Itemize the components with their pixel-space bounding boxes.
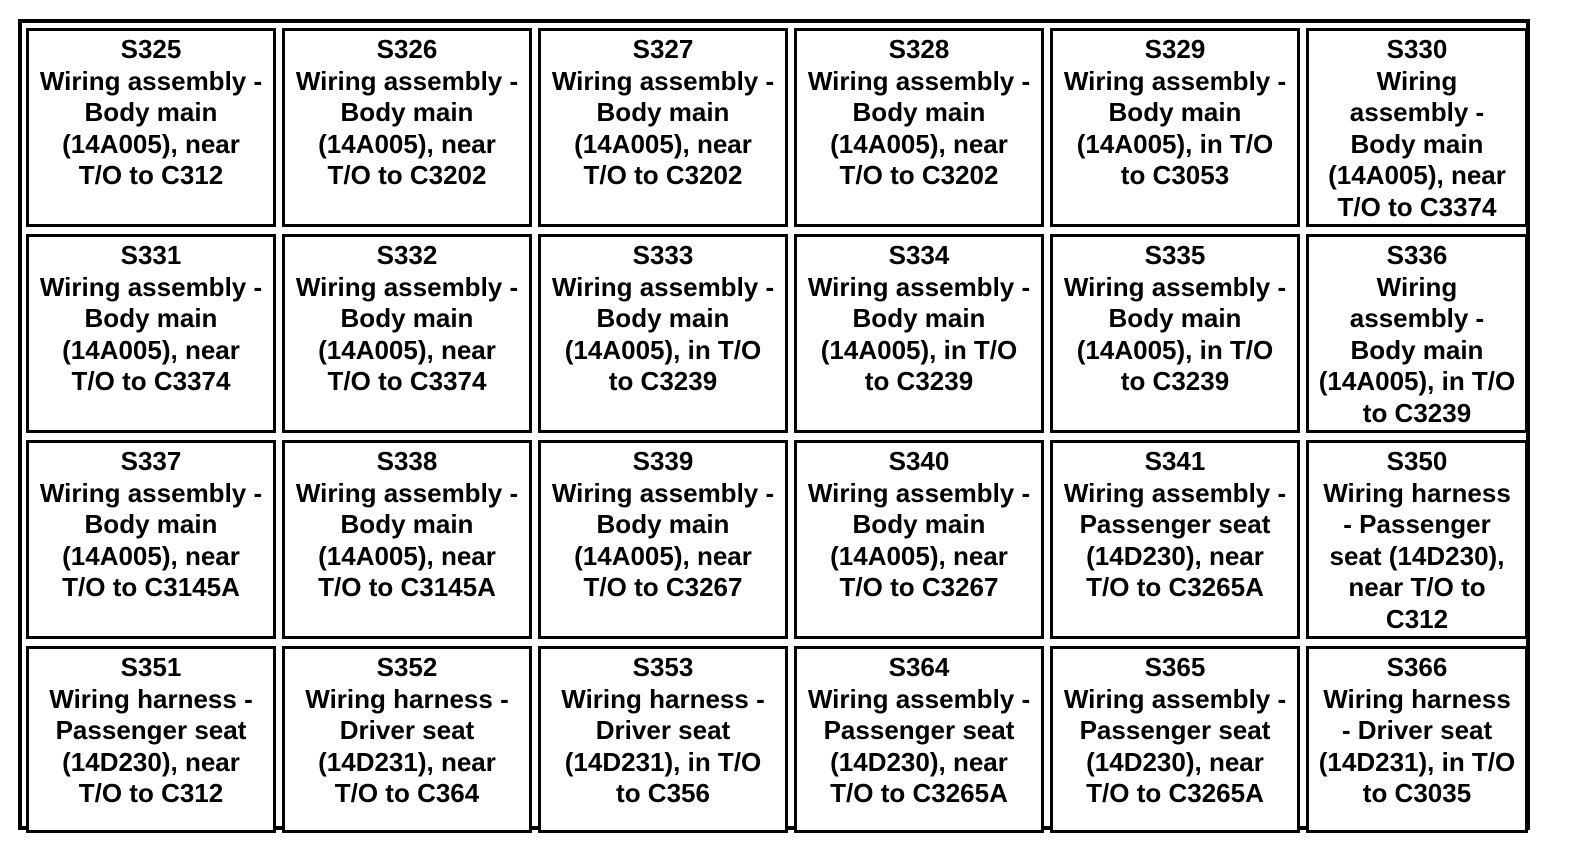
- splice-description: Wiring assembly - Body main (14A005), near T/O to C3374: [295, 271, 519, 397]
- splice-cell-s334: [794, 234, 1044, 433]
- splice-code: S327: [632, 34, 694, 64]
- splice-code: S352: [376, 652, 438, 682]
- splice-cell-s335: [1050, 234, 1300, 433]
- splice-cell-s337: [26, 440, 276, 639]
- splice-cell-s338: [282, 440, 532, 639]
- splice-code: S350: [1386, 446, 1448, 476]
- splice-code: S332: [376, 240, 438, 270]
- splice-code: S366: [1386, 652, 1448, 682]
- splice-description: Wiring assembly - Body main (14A005), in T/O to C3239: [1318, 271, 1516, 428]
- splice-cell-s332: [282, 234, 532, 433]
- splice-description: Wiring assembly - Body main (14A005), near T/O to C3267: [551, 477, 775, 603]
- splice-cell-s329: [1050, 28, 1300, 227]
- splice-code: S365: [1144, 652, 1206, 682]
- splice-code: S330: [1386, 34, 1448, 64]
- splice-cell-s350: [1306, 440, 1528, 639]
- splice-code: S340: [888, 446, 950, 476]
- splice-cell-s365: [1050, 646, 1300, 833]
- splice-cell-s340: [794, 440, 1044, 639]
- splice-cell-s339: [538, 440, 788, 639]
- splice-cell-s327: [538, 28, 788, 227]
- splice-cell-s333: [538, 234, 788, 433]
- splice-description: Wiring assembly - Body main (14A005), in T/O to C3239: [551, 271, 775, 397]
- splice-description: Wiring assembly - Passenger seat (14D230), near T/O to C3265A: [1063, 477, 1287, 603]
- splice-cell-s328: [794, 28, 1044, 227]
- splice-code: S337: [120, 446, 182, 476]
- splice-code: S325: [120, 34, 182, 64]
- splice-description: Wiring assembly - Body main (14A005), near T/O to C3374: [1328, 65, 1506, 222]
- splice-code: S326: [376, 34, 438, 64]
- splice-code: S333: [632, 240, 694, 270]
- splice-cell-s351: [26, 646, 276, 833]
- splice-description: Wiring assembly - Body main (14A005), near T/O to C3374: [39, 271, 263, 397]
- splice-cell-s325: [26, 28, 276, 227]
- splice-grid: [26, 28, 1522, 821]
- splice-description: Wiring assembly - Body main (14A005), near T/O to C3202: [807, 65, 1031, 191]
- splice-description: Wiring assembly - Body main (14A005), near T/O to C312: [39, 65, 263, 191]
- splice-table: [18, 19, 1530, 830]
- splice-code: S334: [888, 240, 950, 270]
- splice-description: Wiring assembly - Passenger seat (14D230), near T/O to C3265A: [1063, 683, 1287, 809]
- splice-code: S338: [376, 446, 438, 476]
- splice-description: Wiring harness - Driver seat (14D231), near T/O to C364: [305, 683, 509, 809]
- splice-description: Wiring assembly - Body main (14A005), in T/O to C3053: [1063, 65, 1287, 191]
- splice-cell-s353: [538, 646, 788, 833]
- splice-cell-s364: [794, 646, 1044, 833]
- splice-cell-s336: [1306, 234, 1528, 433]
- splice-description: Wiring assembly - Passenger seat (14D230), near T/O to C3265A: [807, 683, 1031, 809]
- splice-description: Wiring assembly - Body main (14A005), near T/O to C3202: [551, 65, 775, 191]
- splice-description: Wiring assembly - Body main (14A005), near T/O to C3202: [295, 65, 519, 191]
- splice-cell-s330: [1306, 28, 1528, 227]
- splice-code: S329: [1144, 34, 1206, 64]
- splice-code: S339: [632, 446, 694, 476]
- splice-description: Wiring assembly - Body main (14A005), in T/O to C3239: [807, 271, 1031, 397]
- splice-description: Wiring harness - Driver seat (14D231), in T/O to C356: [561, 683, 765, 809]
- splice-code: S353: [632, 652, 694, 682]
- splice-description: Wiring harness - Driver seat (14D231), in T/O to C3035: [1318, 683, 1516, 809]
- splice-description: Wiring assembly - Body main (14A005), in T/O to C3239: [1063, 271, 1287, 397]
- splice-cell-s326: [282, 28, 532, 227]
- splice-description: Wiring harness - Passenger seat (14D230), near T/O to C312: [1323, 477, 1511, 634]
- splice-description: Wiring assembly - Body main (14A005), near T/O to C3145A: [39, 477, 263, 603]
- splice-code: S364: [888, 652, 950, 682]
- splice-code: S328: [888, 34, 950, 64]
- splice-cell-s341: [1050, 440, 1300, 639]
- splice-cell-s331: [26, 234, 276, 433]
- splice-cell-s366: [1306, 646, 1528, 833]
- splice-code: S336: [1386, 240, 1448, 270]
- splice-code: S341: [1144, 446, 1206, 476]
- splice-code: S331: [120, 240, 182, 270]
- splice-description: Wiring assembly - Body main (14A005), near T/O to C3267: [807, 477, 1031, 603]
- splice-description: Wiring assembly - Body main (14A005), near T/O to C3145A: [295, 477, 519, 603]
- splice-code: S335: [1144, 240, 1206, 270]
- splice-cell-s352: [282, 646, 532, 833]
- splice-description: Wiring harness - Passenger seat (14D230), near T/O to C312: [49, 683, 253, 809]
- splice-code: S351: [120, 652, 182, 682]
